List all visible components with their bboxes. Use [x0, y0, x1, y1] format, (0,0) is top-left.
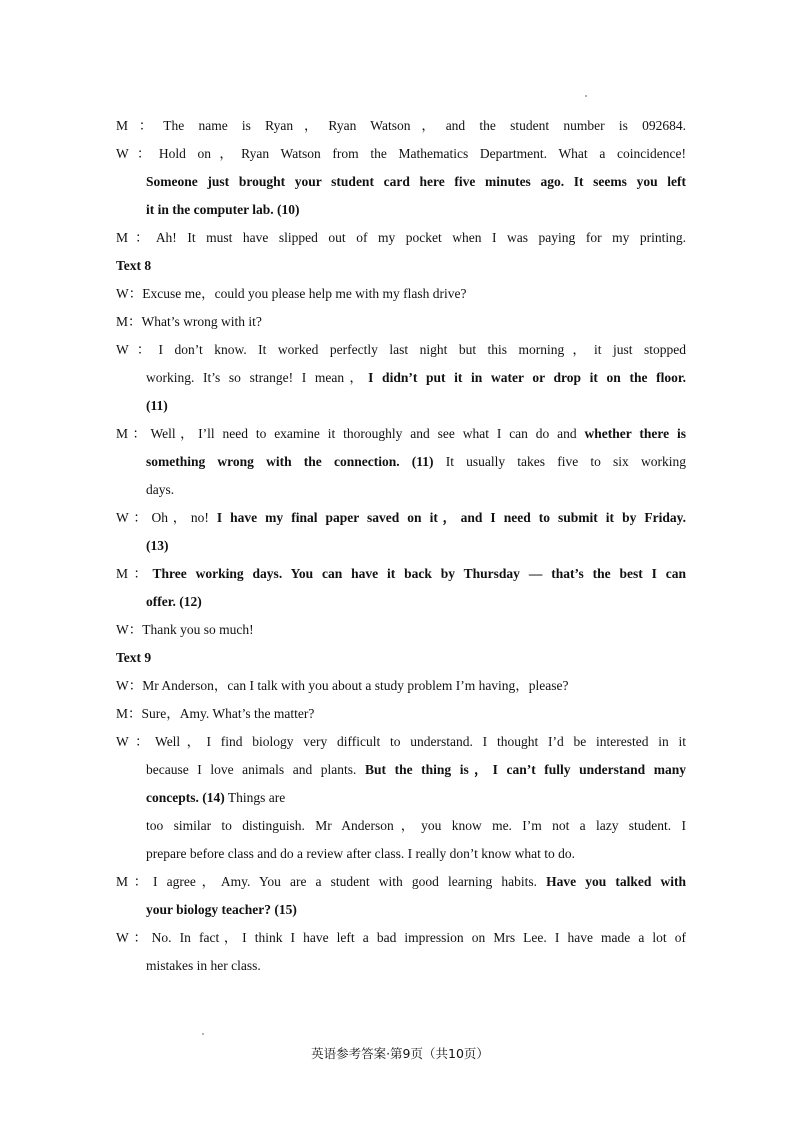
- speaker-label: W：: [116, 286, 143, 301]
- answer-line: [116, 196, 686, 224]
- speaker-label: W：: [116, 622, 143, 637]
- dialogue-line: [116, 224, 686, 252]
- dialogue-line: [116, 280, 686, 308]
- answer-text: I have my final paper saved on it，and I need to submit it by Friday.: [216, 510, 686, 525]
- speaker-label: M：: [116, 314, 142, 329]
- line-text: Ah! It must have slipped out of my pocket when I was paying for my printing.: [155, 230, 686, 245]
- dialogue-line: [116, 924, 686, 952]
- speaker-label: W：: [116, 342, 159, 357]
- line-text: mistakes in her class.: [146, 958, 261, 973]
- dialogue-line: [116, 504, 686, 532]
- line-text: working. It’s so strange! I mean，: [146, 370, 369, 385]
- answer-text: Have you talked with: [546, 874, 686, 889]
- continuation-line: [116, 812, 686, 840]
- answer-text: whether there is: [584, 426, 686, 441]
- dialogue-line: [116, 336, 686, 364]
- speaker-label: M：: [116, 230, 156, 245]
- continuation-line: [116, 476, 686, 504]
- dialogue-line: [116, 700, 686, 728]
- dialogue-line: [116, 868, 686, 896]
- answer-number: (11): [146, 398, 168, 413]
- transcript-body: [116, 112, 686, 980]
- continuation-line: [116, 448, 686, 476]
- speaker-label: M：: [116, 706, 142, 721]
- line-text: Well，I’ll need to examine it thoroughly and see what I can do and: [150, 426, 585, 441]
- line-text: Thank you so much!: [142, 622, 254, 637]
- answer-line: [116, 392, 686, 420]
- answer-text: I didn’t put it in water or drop it on the floor.: [368, 370, 686, 385]
- line-text: I agree，Amy. You are a student with good learning habits.: [153, 874, 547, 889]
- speaker-label: M：: [116, 874, 153, 889]
- line-text: Hold on，Ryan Watson from the Mathematics Department. What a coincidence!: [158, 146, 686, 161]
- line-text: No. In fact，I think I have left a bad impression on Mrs Lee. I have made a lot of: [151, 930, 686, 945]
- answer-text: something wrong with the connection. (11): [146, 454, 434, 469]
- dialogue-line: [116, 140, 686, 168]
- continuation-line: [116, 840, 686, 868]
- speaker-label: M：: [116, 118, 164, 133]
- dialogue-line: [116, 616, 686, 644]
- answer-text: But the thing is，I can’t fully understand many: [365, 762, 686, 777]
- line-text: because I love animals and plants.: [146, 762, 366, 777]
- speaker-label: W：: [116, 146, 159, 161]
- speaker-label: M：: [116, 566, 153, 581]
- line-text: It usually takes five to six working: [433, 454, 686, 469]
- line-text: The name is Ryan，Ryan Watson，and the student number is 092684.: [163, 118, 686, 133]
- line-text: Excuse me，could you please help me with my flash drive?: [142, 286, 467, 301]
- line-text: Oh，no!: [151, 510, 217, 525]
- dialogue-line: [116, 308, 686, 336]
- answer-line: [116, 168, 686, 196]
- answer-line: [116, 588, 686, 616]
- section-heading: Text 8: [116, 258, 152, 273]
- line-text: days.: [146, 482, 175, 497]
- dialogue-line: [116, 728, 686, 756]
- continuation-line: [116, 952, 686, 980]
- dialogue-line: [116, 560, 686, 588]
- section-heading: Text 9: [116, 650, 152, 665]
- answer-number: (13): [146, 538, 169, 553]
- line-text: I don’t know. It worked perfectly last night but this morning，it just stopped: [158, 342, 686, 357]
- continuation-line: [116, 364, 686, 392]
- continuation-line: [116, 784, 686, 812]
- line-text: Sure，Amy. What’s the matter?: [141, 706, 315, 721]
- speaker-label: M：: [116, 426, 151, 441]
- dialogue-line: [116, 112, 686, 140]
- dialogue-line: [116, 420, 686, 448]
- line-text: Things are: [224, 790, 286, 805]
- answer-line: [116, 532, 686, 560]
- answer-text: your biology teacher? (15): [146, 902, 297, 917]
- answer-text: offer. (12): [146, 594, 202, 609]
- scan-speck: [202, 1033, 204, 1035]
- answer-line: [116, 896, 686, 924]
- line-text: too similar to distinguish. Mr Anderson，you know me. I’m not a lazy student. I: [146, 818, 686, 833]
- dialogue-line: [116, 672, 686, 700]
- page-footer: 英语参考答案·第9页（共10页）: [311, 1046, 489, 1061]
- answer-text: concepts. (14): [146, 790, 225, 805]
- line-text: What’s wrong with it?: [141, 314, 262, 329]
- answer-text: Three working days. You can have it back by Thursday — that’s the best I can: [152, 566, 686, 581]
- speaker-label: W：: [116, 510, 152, 525]
- line-text: prepare before class and do a review after class. I really don’t know what to do.: [146, 846, 575, 861]
- continuation-line: [116, 756, 686, 784]
- speaker-label: W：: [116, 678, 143, 693]
- answer-text: Someone just brought your student card here five minutes ago. It seems you left: [146, 174, 686, 189]
- scan-speck: [585, 95, 587, 97]
- line-text: Mr Anderson，can I talk with you about a study problem I’m having，please?: [142, 678, 569, 693]
- answer-text: it in the computer lab. (10): [146, 202, 300, 217]
- speaker-label: W：: [116, 930, 152, 945]
- speaker-label: W：: [116, 734, 156, 749]
- line-text: Well，I find biology very difficult to understand. I thought I’d be interested in it: [155, 734, 686, 749]
